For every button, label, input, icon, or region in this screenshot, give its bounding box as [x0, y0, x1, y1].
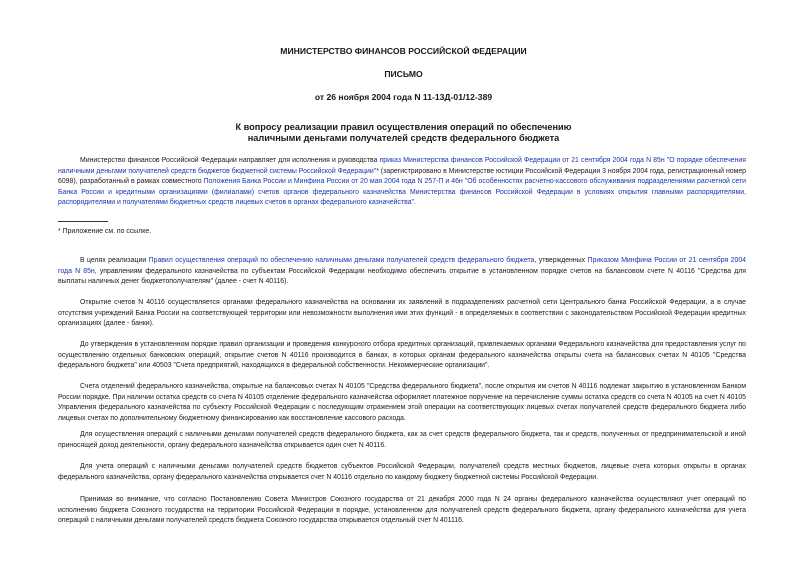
paragraph: До утверждения в установленном порядке правил организации и проведения конкурсного отбора кредитных организаций, привлекаемых органами Федерального казначейства для предоставления услуг по осуществлению отдельных банковских операций, открытие счетов N 40116 производится в банках, в которых органам федерального казначейства открыты счета на балансовых счетах N 40105 "Средства федерального бюджета" или 40503 "Счета предприятий, находящихся в федеральной собственности. Некоммерческие организации".: [58, 341, 746, 369]
footnote-divider: [58, 221, 108, 222]
subject-line: К вопросу реализации правил осуществления операций по обеспечению: [235, 122, 572, 132]
footnote: * Приложение см. по ссылке.: [58, 228, 152, 235]
document-type: ПИСЬМО: [384, 69, 423, 79]
ministry-heading: МИНИСТЕРСТВО ФИНАНСОВ РОССИЙСКОЙ ФЕДЕРАЦИИ: [280, 46, 527, 56]
paragraph-text: , утвержденных: [534, 257, 588, 264]
rules-link[interactable]: Правил осуществления операций по обеспечению наличными деньгами получателей средств федерального бюджета: [148, 257, 535, 264]
paragraph: Открытие счетов N 40116 осуществляется органами федерального казначейства на основании их заявлений в подразделениях расчетной сети Центрального банка Российской Федерации, а в случае отсутствия учреждений Банка России на соответствующей территории или невозможности выполнения ими этих функций - в определяемых в соответствии с законодательством Российской Федерации кредитных организациях (далее - банки).: [58, 299, 746, 327]
paragraph: [58, 156, 746, 209]
paragraph-text: , управлениям федерального казначейства по субъектам Российской Федерации необходимо обеспечить открытие в установленном порядке счетов на балансовом счете N 40116 "Средства для выплаты наличных денег бюджетополучателям" (далее - счет N 40116).: [58, 267, 746, 285]
paragraph: Для осуществления операций с наличными деньгами получателей средств федерального бюджета, как за счет средств федерального бюджета, так и средств, полученных от предпринимательской и иной приносящей доход деятельности, органу федерального казначейства открывается один счет N 40116.: [58, 431, 746, 449]
paragraph: Для учета операций с наличными деньгами получателей средств бюджетов субъектов Российской Федерации, получателей средств местных бюджетов, лицевые счета которых открыты в органах федерального казначейства, органу федерального казначейства открывается счет N 40116 отдельно по каждому бюджету бюджетной системы Российской Федерации.: [58, 463, 746, 481]
paragraph-text: * (зарегистрировано в Министерстве юстиции Российской Федерации 3 ноября 2004 года, регистрационный номер 6098), разработанный в рамках совместного: [58, 167, 747, 185]
document-date-number: от 26 ноября 2004 года N 11-13Д-01/12-389: [314, 92, 493, 102]
document-subject: [0, 122, 807, 144]
paragraph: Принимая во внимание, что согласно Постановлению Совета Министров Союзного государства от 21 декабря 2000 года N 24 органы федерального казначейства осуществляют учет операций по исполнению бюджета Союзного государства на территории Российской Федерации в порядке, установленном для получателей средств федерального бюджета, органу федерального казначейства для учета операций с наличными деньгами получателей средств бюджета Союзного государства открывается отдельный счет N 401116.: [58, 496, 746, 524]
minfin-order-link[interactable]: Приказом Минфина России от 21 сентября 2004 года N 85н: [58, 257, 746, 275]
order-85n-link[interactable]: приказ Министерства финансов Российской Федерации от 21 сентября 2004 года N 85н "О порядке обеспечения наличными деньгами получателей средств бюджетов бюджетной системы Российской Федерации": [58, 157, 747, 175]
paragraph-text: В целях реализации: [80, 257, 149, 264]
paragraph: [58, 256, 746, 288]
paragraph-text: .: [413, 199, 416, 206]
subject-line: наличными деньгами получателей средств федерального бюджета: [247, 133, 560, 143]
regulation-257p-link[interactable]: Положения Банка России и Минфина России от 20 мая 2004 года N 257-П и 46н "Об особенностях расчетно-кассового обслуживания подразделениями расчетной сети Банка России и кредитными организациями (филиалами) счетов органов федерального казначейства Министерства финансов Российской Федерации в условиях открытия главными распорядителями, распорядителями и получателями бюджетных средств лицевых счетов в органах федерального казначейства": [58, 178, 746, 206]
paragraph-text: Министерство финансов Российской Федерации направляет для исполнения и руководства: [80, 157, 380, 164]
paragraph: Счета отделений федерального казначейства, открытые на балансовых счетах N 40105 "Средства федерального бюджета", после открытия им счетов N 40116 подлежат закрытию в установленном Банком России порядке. При наличии остатка средств со счета N 40105 отделение федерального казначейства оформляет платежное поручение на перечисление суммы остатка средств со счета N 40105 на счет N 40105 Управления федерального казначейства по субъекту Российской Федерации с последующим отражением этой операции на соответствующих лицевых счетах получателей средств федерального бюджета либо лицевых счетах по дополнительному бюджетному финансированию как восстановление кассового расхода.: [58, 383, 746, 422]
